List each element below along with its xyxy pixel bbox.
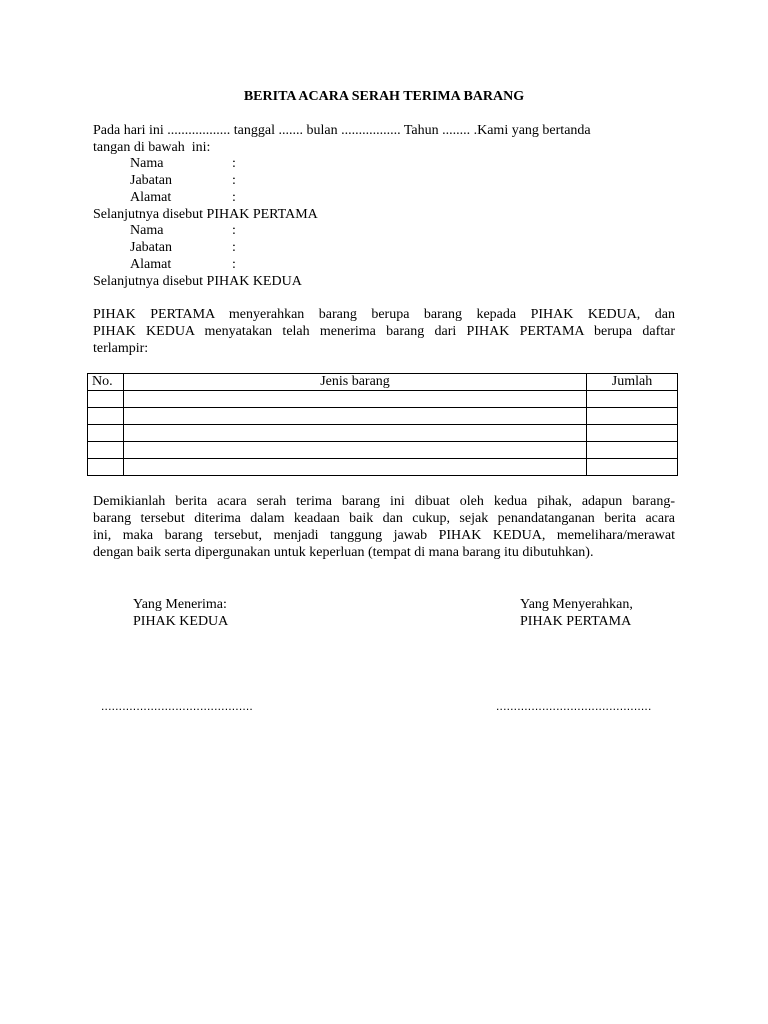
pihak-pertama-jabatan-label: Jabatan bbox=[130, 173, 172, 188]
handover-line-2: PIHAK KEDUA menyatakan telah menerima barang dari PIHAK PERTAMA berupa daftar bbox=[93, 324, 675, 339]
pihak-kedua-caption: Selanjutnya disebut PIHAK KEDUA bbox=[93, 274, 302, 289]
table-row bbox=[88, 425, 678, 442]
table-row bbox=[88, 459, 678, 476]
cell-jenis-barang bbox=[124, 459, 587, 476]
handover-paragraph bbox=[93, 306, 675, 357]
handover-line-3: terlampir: bbox=[93, 341, 149, 356]
table-row bbox=[88, 442, 678, 459]
intro-line-1: Pada hari ini .................. tanggal ....... bulan ................. Tahun ........ .Kami yang bertanda bbox=[93, 123, 591, 138]
handover-line-1: PIHAK PERTAMA menyerahkan barang berupa barang kepada PIHAK KEDUA, dan bbox=[93, 307, 675, 322]
signature-left-party: PIHAK KEDUA bbox=[133, 614, 229, 629]
header-jenis-barang: Jenis barang bbox=[124, 374, 587, 391]
pihak-pertama-nama-label: Nama bbox=[130, 156, 164, 171]
cell-jumlah bbox=[587, 425, 678, 442]
cell-jenis-barang bbox=[124, 425, 587, 442]
signature-right-party: PIHAK PERTAMA bbox=[520, 614, 632, 629]
pihak-kedua-alamat-label: Alamat bbox=[130, 257, 172, 272]
cell-no bbox=[88, 442, 124, 459]
pihak-pertama-alamat-label: Alamat bbox=[130, 190, 172, 205]
pihak-kedua-nama-label: Nama bbox=[130, 223, 164, 238]
signature-left-line: ........................................... bbox=[101, 699, 253, 713]
cell-jumlah bbox=[587, 442, 678, 459]
closing-line-1: Demikianlah berita acara serah terima barang ini dibuat oleh kedua pihak, adapun barang- bbox=[93, 494, 675, 509]
pihak-pertama-alamat-colon: : bbox=[232, 190, 236, 205]
cell-jenis-barang bbox=[124, 408, 587, 425]
closing-line-3: ini, maka barang tersebut, menjadi tanggung jawab PIHAK KEDUA, memelihara/merawat bbox=[93, 528, 675, 543]
intro-line-2: tangan di bawah ini: bbox=[93, 140, 211, 155]
document-title: BERITA ACARA SERAH TERIMA BARANG bbox=[243, 89, 525, 104]
cell-jumlah bbox=[587, 391, 678, 408]
cell-no bbox=[88, 459, 124, 476]
cell-no bbox=[88, 391, 124, 408]
pihak-kedua-alamat-colon: : bbox=[232, 257, 236, 272]
cell-jumlah bbox=[587, 408, 678, 425]
pihak-pertama-jabatan-colon: : bbox=[232, 173, 236, 188]
pihak-pertama-caption: Selanjutnya disebut PIHAK PERTAMA bbox=[93, 207, 318, 222]
cell-no bbox=[88, 425, 124, 442]
header-no: No. bbox=[88, 374, 124, 391]
signature-left-role: Yang Menerima: bbox=[133, 597, 227, 612]
cell-jumlah bbox=[587, 459, 678, 476]
items-table bbox=[87, 373, 678, 476]
pihak-kedua-jabatan-colon: : bbox=[232, 240, 236, 255]
closing-paragraph bbox=[93, 493, 675, 561]
closing-line-2: barang tersebut diterima dalam keadaan baik dan cukup, sejak penandatanganan berita acara bbox=[93, 511, 675, 526]
pihak-pertama-nama-colon: : bbox=[232, 156, 236, 171]
header-jumlah: Jumlah bbox=[587, 374, 678, 391]
table-header-row bbox=[88, 374, 678, 391]
table-row bbox=[88, 408, 678, 425]
cell-no bbox=[88, 408, 124, 425]
table-row bbox=[88, 391, 678, 408]
signature-right-line: ............................................ bbox=[496, 699, 652, 713]
closing-line-4: dengan baik serta dipergunakan untuk keperluan (tempat di mana barang itu dibutuhkan). bbox=[93, 545, 594, 560]
pihak-kedua-jabatan-label: Jabatan bbox=[130, 240, 172, 255]
cell-jenis-barang bbox=[124, 442, 587, 459]
signature-right-role: Yang Menyerahkan, bbox=[520, 597, 633, 612]
pihak-kedua-nama-colon: : bbox=[232, 223, 236, 238]
cell-jenis-barang bbox=[124, 391, 587, 408]
